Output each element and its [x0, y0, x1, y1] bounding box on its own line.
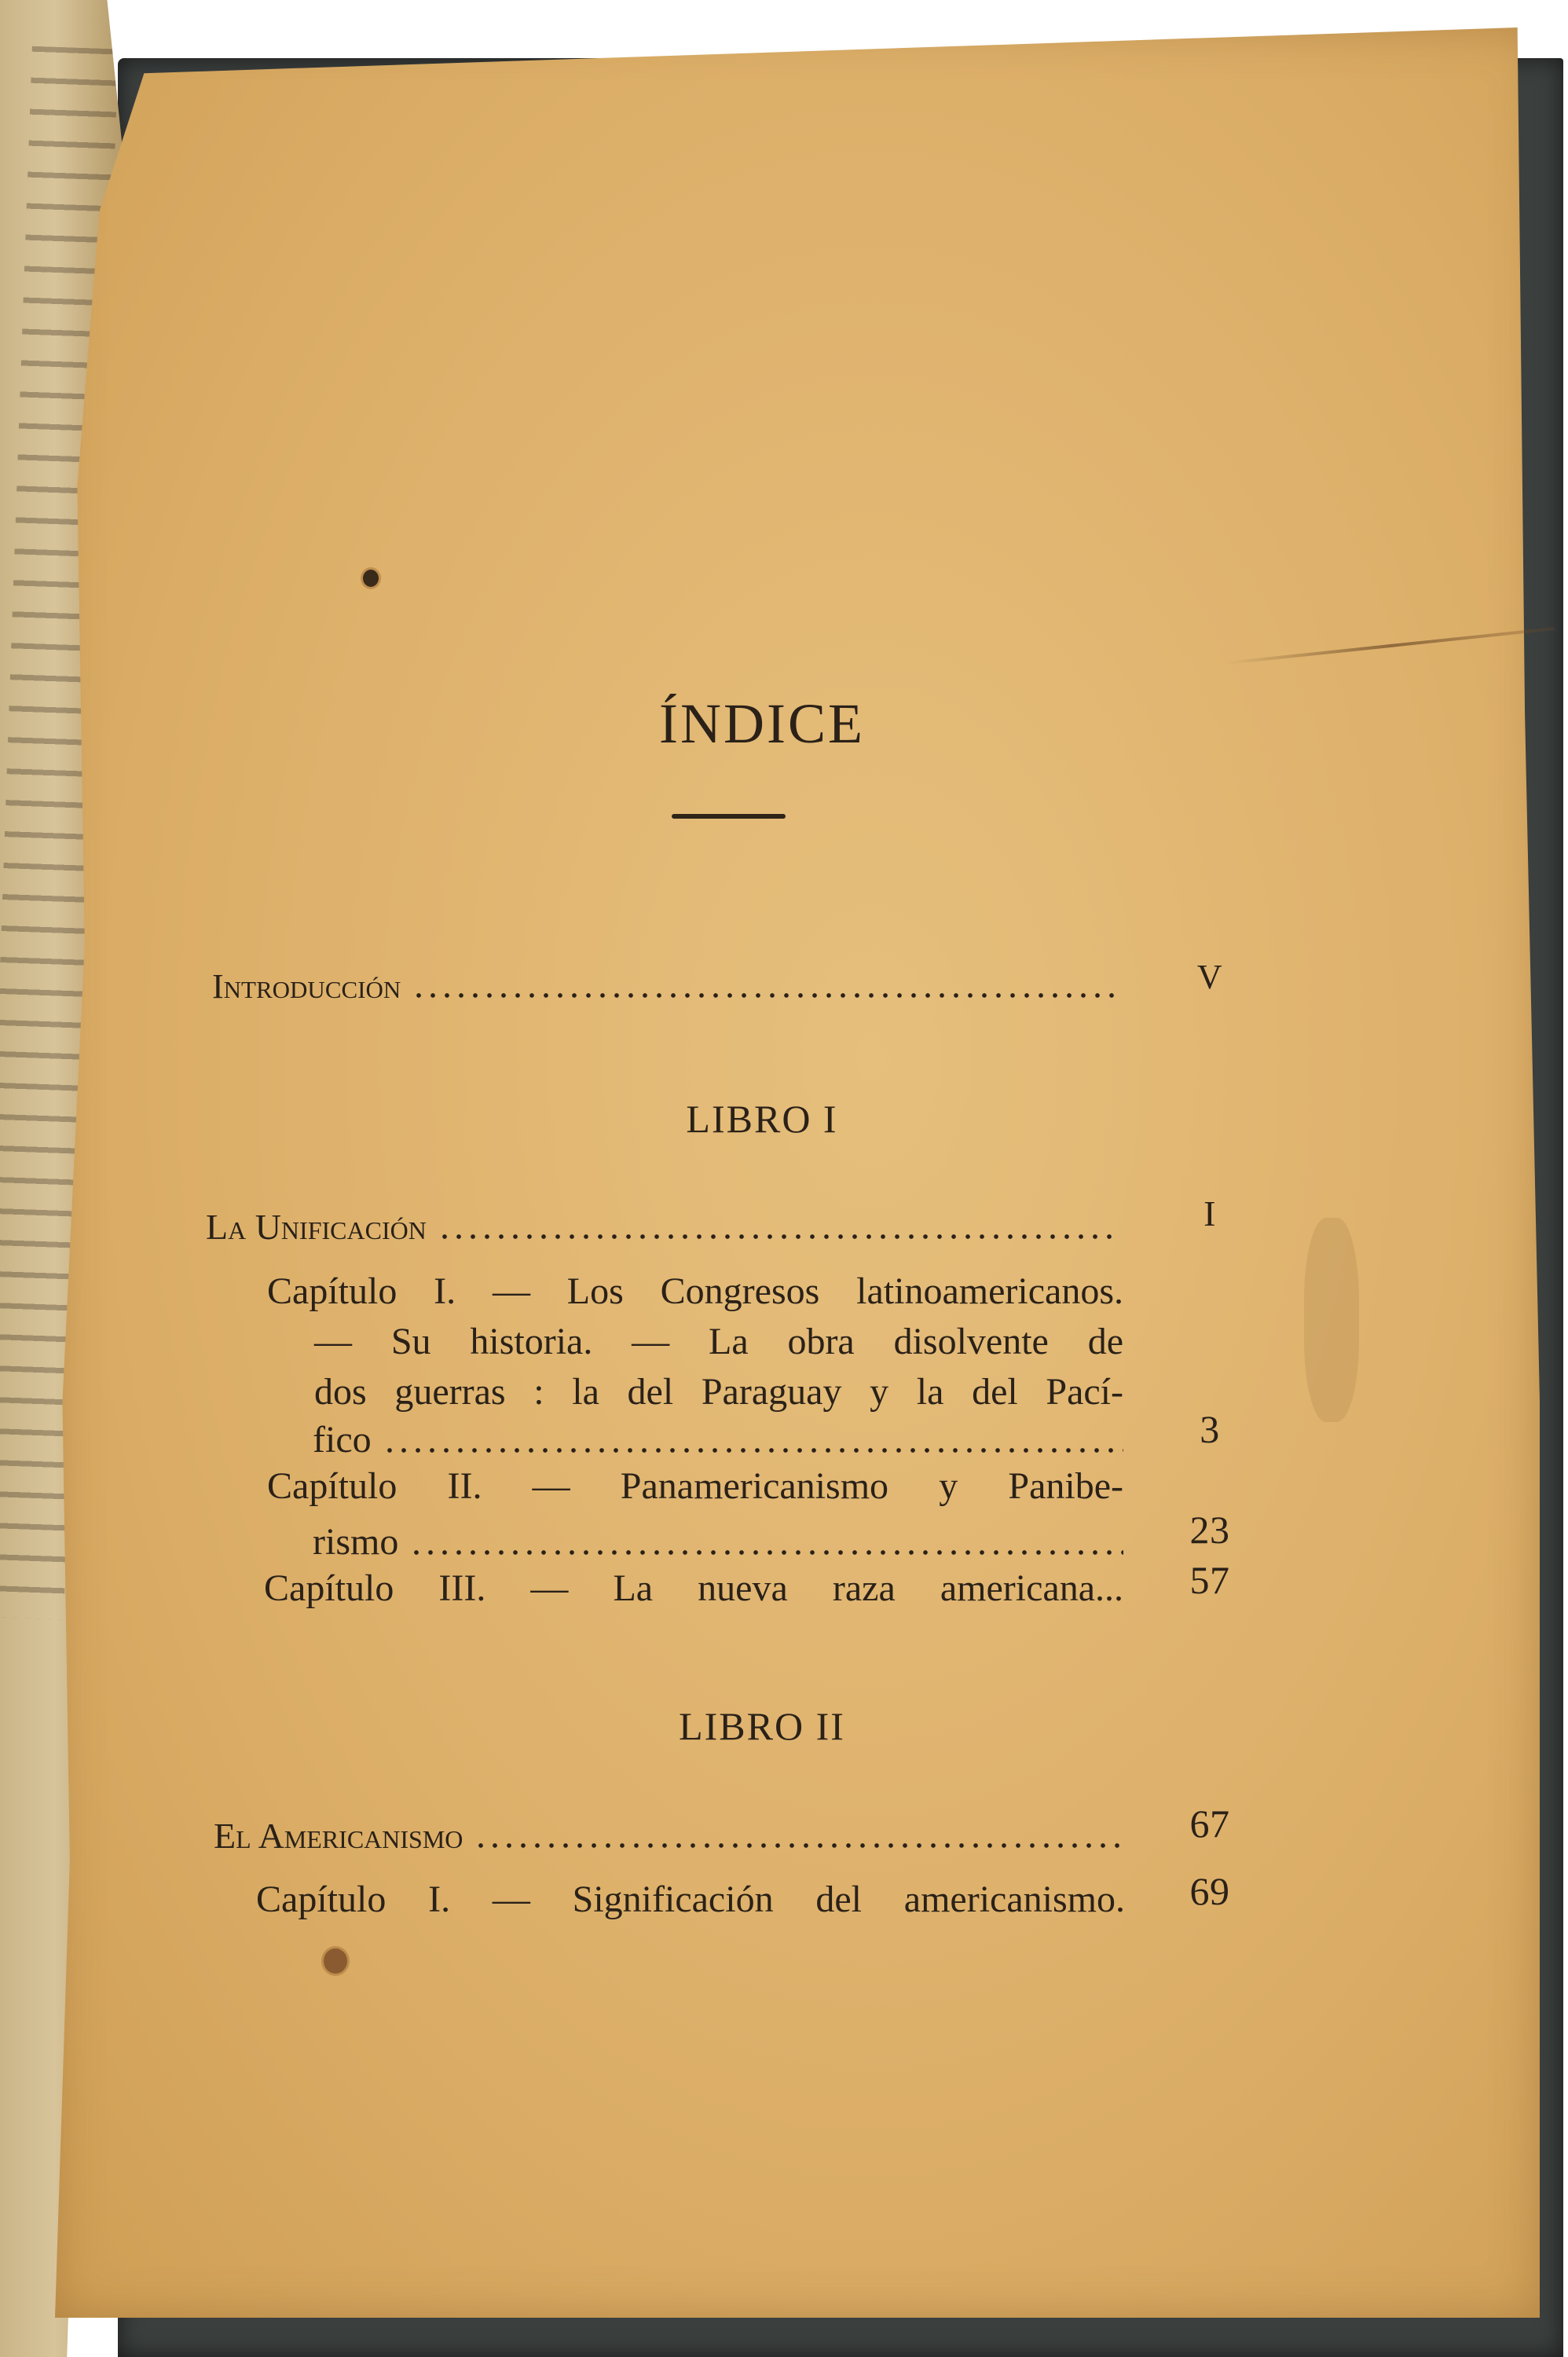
toc-entry-el-americanismo[interactable] [214, 1815, 1125, 1857]
book-heading-libro-1: LIBRO I [686, 1097, 838, 1141]
leader-dots [383, 1447, 1123, 1453]
chapter-line: Capítulo I. — Significación del americanismo. [256, 1879, 1125, 1920]
toc-entry-capitulo-2[interactable] [267, 1461, 1123, 1512]
toc-page-number: 57 [1189, 1558, 1230, 1602]
toc-entry-capitulo-3[interactable] [264, 1563, 1123, 1614]
leader-dots [409, 1549, 1123, 1556]
toc-entry-label: La Unificación [206, 1207, 427, 1247]
leader-dots [412, 992, 1123, 999]
toc-entry-capitulo-1-end[interactable] [313, 1418, 1123, 1461]
toc-entry-label: El Americanismo [214, 1816, 463, 1856]
toc-entry-capitulo-2-end[interactable] [313, 1520, 1123, 1563]
toc-page-number: 69 [1189, 1869, 1230, 1913]
chapter-line: Capítulo I. — Los Congresos latinoamericanos. [267, 1270, 1123, 1312]
page-stain [1304, 1218, 1359, 1422]
worm-hole [324, 1948, 347, 1974]
toc-entry-la-unificacion[interactable] [206, 1206, 1117, 1248]
index-page [55, 27, 1540, 2318]
toc-entry-label: Introducción [212, 967, 401, 1006]
chapter-line: rismo [313, 1521, 399, 1563]
toc-entry-introduccion[interactable] [212, 966, 1123, 1006]
toc-page-number: I [1203, 1193, 1216, 1233]
leader-dots [474, 1842, 1125, 1849]
leader-dots [438, 1233, 1117, 1240]
worm-hole [363, 570, 379, 587]
toc-entry-capitulo-1[interactable] [267, 1266, 1123, 1417]
chapter-line: Capítulo II. — Panamericanismo y Panibe- [267, 1465, 1123, 1507]
page-title: ÍNDICE [659, 692, 865, 755]
chapter-line: — Su historia. — La obra disolvente de [314, 1321, 1123, 1362]
toc-page-number: 67 [1189, 1802, 1230, 1846]
chapter-line: fico [313, 1419, 372, 1461]
chapter-line: dos guerras : la del Paraguay y la del Pací- [314, 1371, 1123, 1413]
toc-entry-capitulo-1-libro-2[interactable] [256, 1875, 1125, 1925]
title-rule [672, 814, 786, 819]
toc-page-number: 23 [1189, 1508, 1230, 1552]
book-heading-libro-2: LIBRO II [679, 1704, 845, 1748]
chapter-line: Capítulo III. — La nueva raza americana... [264, 1567, 1123, 1609]
toc-page-number: V [1196, 958, 1223, 996]
toc-page-number: 3 [1200, 1407, 1220, 1451]
